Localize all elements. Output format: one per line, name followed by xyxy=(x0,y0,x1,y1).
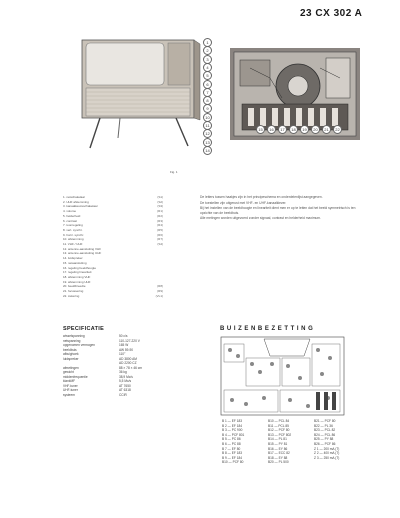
legend-ref: (VL1) xyxy=(155,293,163,298)
tube-layout-title: BUIZENBEZETTING xyxy=(220,326,316,332)
tube-entry: B11 — PCL 85 xyxy=(268,423,289,428)
tube-entry: B22 — PL 36 xyxy=(314,423,333,428)
spec-key: wisselspanning xyxy=(63,334,85,338)
legend-ref: (R6) xyxy=(157,232,163,237)
tube-entry: B23 — PCL 82 xyxy=(314,428,336,433)
spec-key: afmetingen xyxy=(63,365,79,370)
tube-entry: B13 — PCF 802 xyxy=(268,432,292,437)
tube-entry: B10 — PCF 80 xyxy=(222,460,244,465)
legend-ref: (S4) xyxy=(157,242,163,247)
spec-value: 165 W xyxy=(119,343,129,347)
spec-value: 88 × 78 × 46 cm xyxy=(119,365,143,370)
callout-number: 17 xyxy=(278,125,287,134)
legend-ref: (R2) xyxy=(157,213,163,218)
tube-list xyxy=(222,419,362,465)
spec-value: AD 3800 AM xyxy=(119,356,137,361)
tube-layout-diagram xyxy=(220,336,345,416)
spec-value: CCIR xyxy=(119,392,127,397)
tube-entry: B17 — ECC 82 xyxy=(268,451,290,456)
legend-label: 21. focussering xyxy=(63,289,84,294)
tube-entry: B 2 — EF 184 xyxy=(222,423,243,428)
tube-entry: B 9 — EF 184 xyxy=(222,455,243,460)
spec-value: AT 6318 xyxy=(119,388,131,392)
tube-entry: B12 — PCF 80 xyxy=(268,428,290,433)
callout-number: 1 xyxy=(203,38,212,47)
legend-label: 12. antenne-aansluiting VHF xyxy=(63,246,102,251)
legend-label: 11. VHF / UHF xyxy=(63,242,83,247)
tube-entry: B 6 — PC 88 xyxy=(222,441,241,446)
tube-entry: B 8 — EF 183 xyxy=(222,451,243,456)
legend-label: 7. toonregeling xyxy=(63,223,83,228)
spec-table xyxy=(63,334,178,397)
callout-number: 15 xyxy=(256,125,265,134)
callout-number: 19 xyxy=(300,125,309,134)
tube-entry: Z 1 — 200 mA (T) xyxy=(314,446,340,451)
spec-key: middenfrequentie xyxy=(63,374,88,379)
legend-label: 13. antenne-aansluiting UHF xyxy=(63,251,102,256)
callout-number: 16 xyxy=(267,125,276,134)
tube-entry: B18 — EY 88 xyxy=(268,455,288,460)
tube-entry: B21 — PCF 80 xyxy=(314,419,336,423)
callout-number: 4 xyxy=(203,63,212,72)
note-paragraph: Alle metingen worden uitgevoerd zonder signaal, contrast en helderheid maximum. xyxy=(200,216,321,221)
cabinet-caption: Fig. 1 xyxy=(170,170,178,174)
spec-row xyxy=(63,393,178,398)
spec-key: luidspreker xyxy=(63,356,79,361)
legend-label: 22. zekering xyxy=(63,293,80,298)
tube-entry: B25 — PY 88 xyxy=(314,437,334,442)
spec-title: SPECIFICATIE xyxy=(63,326,105,332)
note-paragraph: De toestellen zijn uitgerust met VHF- en UHF-kanaalkiezer. xyxy=(200,200,287,205)
legend-label: 3. kanaalkeuzeschakelaar xyxy=(63,204,98,209)
parts-legend xyxy=(63,195,163,298)
callout-number: 9 xyxy=(203,104,212,113)
callout-number: 11 xyxy=(203,121,212,130)
legend-ref: (R8) xyxy=(157,284,163,289)
callout-number: 14 xyxy=(203,146,212,155)
legend-label: 10. afstemming xyxy=(63,237,84,242)
callout-number: 12 xyxy=(203,129,212,138)
legend-ref: (R4) xyxy=(157,223,163,228)
legend-label: 14. luidspreker xyxy=(63,256,83,261)
tv-cabinet-illustration xyxy=(80,38,202,150)
spec-key: klankMF xyxy=(63,379,76,383)
callout-number: 21 xyxy=(322,125,331,134)
callout-number: 13 xyxy=(203,138,212,147)
tube-entry xyxy=(314,460,360,465)
tube-entry: B14 — PL 81 xyxy=(268,437,287,442)
legend-label: 8. vert. synchr. xyxy=(63,227,83,232)
legend-ref: (R5) xyxy=(157,227,163,232)
spec-key: beeldbuis xyxy=(63,347,77,352)
legend-label: 2. UHF afstemming xyxy=(63,199,89,204)
legend-ref: (S3) xyxy=(157,204,163,209)
callout-number: 6 xyxy=(203,80,212,89)
legend-ref: (R3) xyxy=(157,218,163,223)
spec-key: afbuighoek xyxy=(63,352,79,356)
spec-key: netspanning xyxy=(63,338,81,343)
spec-value: 5,5 Mc/s xyxy=(119,379,132,383)
callout-number: 5 xyxy=(203,71,212,80)
spec-value: 110° xyxy=(119,352,126,356)
callout-number: 2 xyxy=(203,46,212,55)
legend-label: 9. horiz. synchr. xyxy=(63,232,85,237)
legend-ref: (R1) xyxy=(157,209,163,214)
tube-entry: B 4 — PCF 801 xyxy=(222,432,245,437)
callout-number: 7 xyxy=(203,88,212,97)
spec-value: 110-127-220 V xyxy=(119,338,140,343)
tube-entry: B26 — PCF 86 xyxy=(314,441,336,446)
legend-ref: (S1) xyxy=(157,195,163,199)
legend-row xyxy=(63,294,163,299)
model-number: 23 CX 302 A xyxy=(300,8,363,19)
legend-label: 19. afstemming UHF xyxy=(63,279,91,284)
spec-value: AD 2200 CZ xyxy=(119,361,137,365)
legend-ref: (R7) xyxy=(157,237,163,242)
legend-label: 15. netaansluiting xyxy=(63,260,87,265)
legend-label: 6. contrast xyxy=(63,218,78,223)
spec-value: AT 7650 xyxy=(119,383,131,388)
tube-entry: Z 3 — 250 mA (T) xyxy=(314,455,340,460)
spec-key: UHF-tuner xyxy=(63,388,78,392)
service-notes xyxy=(200,195,365,222)
tube-entry: B15 — PY 81 xyxy=(268,441,288,446)
legend-label: 17. regeling lineariteit xyxy=(63,270,92,275)
legend-ref: (R9) xyxy=(157,289,163,294)
tube-entry: B 5 — PC 86 xyxy=(222,437,241,442)
callout-number: 3 xyxy=(203,55,212,64)
tube-entry: B10 — PCL 84 xyxy=(268,419,290,423)
spec-value: 50 c/s xyxy=(119,334,128,338)
legend-label: 20. beeldbreedte xyxy=(63,284,86,289)
callout-number: 8 xyxy=(203,96,212,105)
legend-label: 4. volume xyxy=(63,209,77,214)
spec-value: 36 kg xyxy=(119,370,127,374)
legend-label: 16. regeling beeldhoogte xyxy=(63,265,97,270)
spec-key: gewicht xyxy=(63,370,74,374)
tube-entry: B 7 — EF 80 xyxy=(222,446,241,451)
tube-entry: Z 2 — 400 mA (T) xyxy=(314,451,340,456)
spec-key: systeem xyxy=(63,392,75,397)
legend-label: 1. netschakelaar xyxy=(63,195,86,199)
tube-row xyxy=(222,460,362,465)
callout-number: 10 xyxy=(203,113,212,122)
spec-value: AW 59-90 xyxy=(119,347,134,352)
callout-number: 20 xyxy=(311,125,320,134)
callout-number: 18 xyxy=(289,125,298,134)
legend-label: 18. afstemming VHF xyxy=(63,274,91,279)
tube-entry: B24 — PCL 86 xyxy=(314,432,336,437)
legend-label: 5. helderheid xyxy=(63,213,81,218)
spec-value: 38,9 Mc/s xyxy=(119,374,133,379)
note-paragraph: De letters tussen haakjes zijn in het principeschema en onderdelenlijst aangegeven. xyxy=(200,195,323,199)
tube-entry: B20 — PL 500 xyxy=(268,460,289,465)
note-paragraph: Bij het instellen van de beeldhoogte en lineariteit dient men er op te letten dat het beeld symmetrisch is ten opzichte van de beeldbuis. xyxy=(200,206,356,215)
tube-entry: B 1 — EF 183 xyxy=(222,419,243,423)
spec-key: opgenomen vermogen xyxy=(63,343,95,347)
callout-number: 22 xyxy=(333,125,342,134)
tube-entry: B 3 — PC 900 xyxy=(222,428,243,433)
tube-entry: B16 — EY 86 xyxy=(268,446,288,451)
legend-ref: (S2) xyxy=(157,199,163,204)
spec-key: VHF-tuner xyxy=(63,383,78,388)
